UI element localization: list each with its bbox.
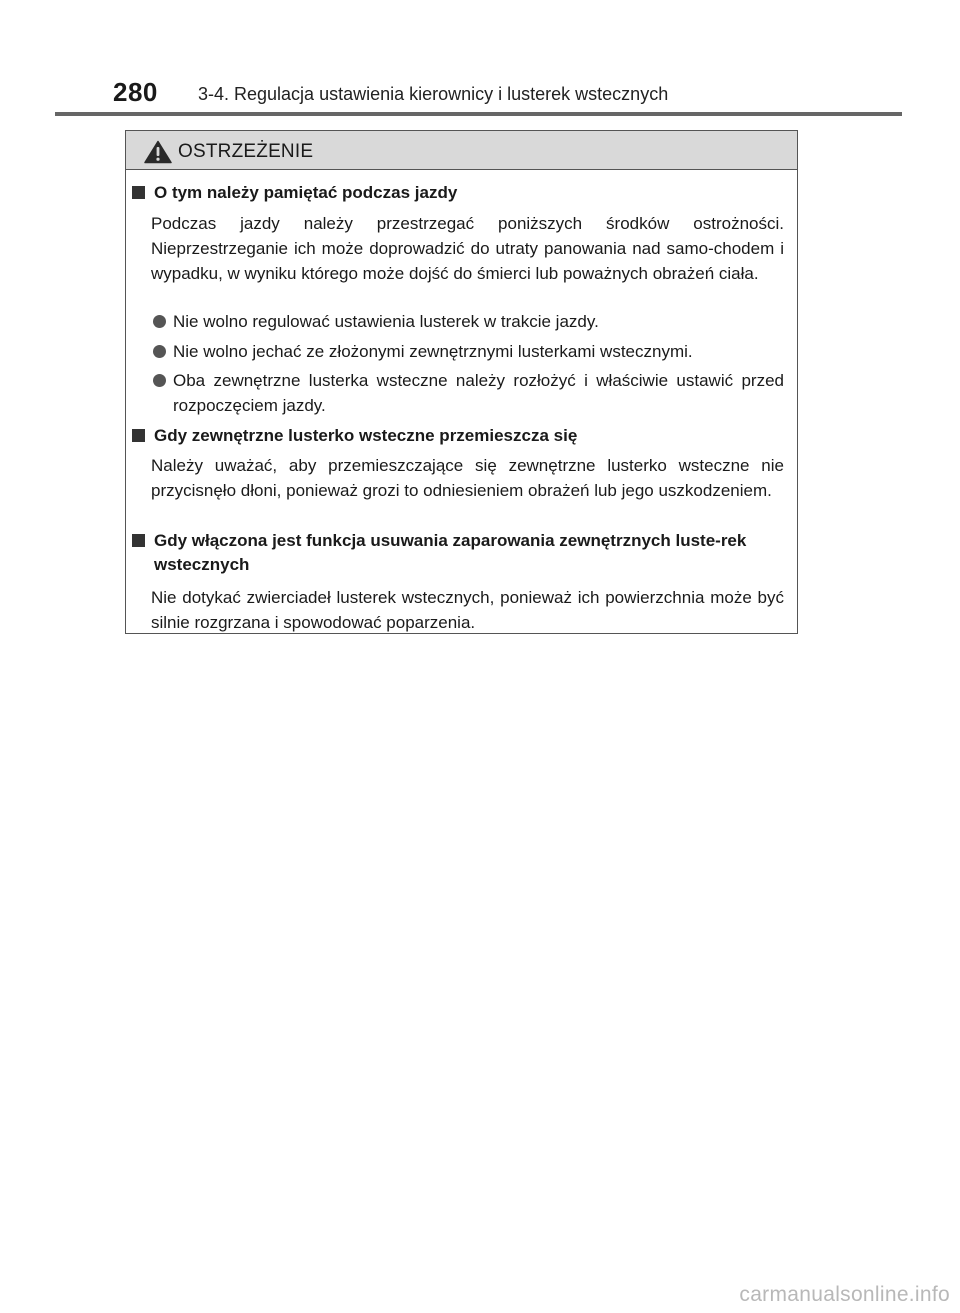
- block-heading-mirror-moving: [132, 424, 784, 448]
- warning-title: OSTRZEŻENIE: [178, 141, 314, 162]
- block-heading-text: Gdy włączona jest funkcja usuwania zaparowania zewnętrznych luste-rek wstecznych: [154, 531, 747, 574]
- block-paragraph: Nie dotykać zwierciadeł lusterek wstecznych, ponieważ ich powierzchnia może być silnie rozgrzana i spowodować poparzenia.: [151, 588, 784, 632]
- bullet-item: [151, 368, 784, 418]
- page-number: 280: [113, 77, 158, 107]
- header-rule: [55, 112, 902, 116]
- circle-bullet-icon: [153, 374, 166, 387]
- warning-box: [125, 130, 798, 634]
- section-title: 3-4. Regulacja ustawienia kierownicy i lusterek wstecznych: [198, 84, 669, 104]
- bullet-text: Oba zewnętrzne lusterka wsteczne należy rozłożyć i właściwie ustawić przed rozpoczęciem jazdy.: [173, 371, 784, 415]
- bullet-item: [151, 309, 784, 334]
- watermark: carmanualsonline.info: [739, 1283, 950, 1306]
- warning-header: [126, 131, 797, 170]
- block-paragraph: Należy uważać, aby przemieszczające się zewnętrzne lusterko wsteczne nie przycisnęło dłoni, ponieważ grozi to odniesieniem obrażeń lub jego uszkodzeniem.: [151, 456, 784, 500]
- square-bullet-icon: [132, 186, 145, 199]
- block-heading-driving: [132, 181, 784, 205]
- circle-bullet-icon: [153, 315, 166, 328]
- square-bullet-icon: [132, 429, 145, 442]
- block-heading-text: Gdy zewnętrzne lusterko wsteczne przemieszcza się: [154, 426, 578, 445]
- block-heading-text: O tym należy pamiętać podczas jazdy: [154, 183, 458, 202]
- block-paragraph: Podczas jazdy należy przestrzegać poniższych środków ostrożności. Nieprzestrzeganie ich może doprowadzić do utraty panowania nad samo-chodem i wypadku, w wyniku którego może dojść do śmierci lub poważnych obrażeń ciała.: [151, 214, 784, 283]
- circle-bullet-icon: [153, 345, 166, 358]
- page-header: [0, 0, 960, 120]
- bullet-text: Nie wolno regulować ustawienia lusterek w trakcie jazdy.: [173, 312, 599, 331]
- bullet-text: Nie wolno jechać ze złożonymi zewnętrznymi lusterkami wstecznymi.: [173, 342, 693, 361]
- bullet-item: [151, 339, 784, 364]
- block-heading-defogger: [132, 529, 784, 577]
- warning-triangle-icon: [144, 140, 172, 164]
- square-bullet-icon: [132, 534, 145, 547]
